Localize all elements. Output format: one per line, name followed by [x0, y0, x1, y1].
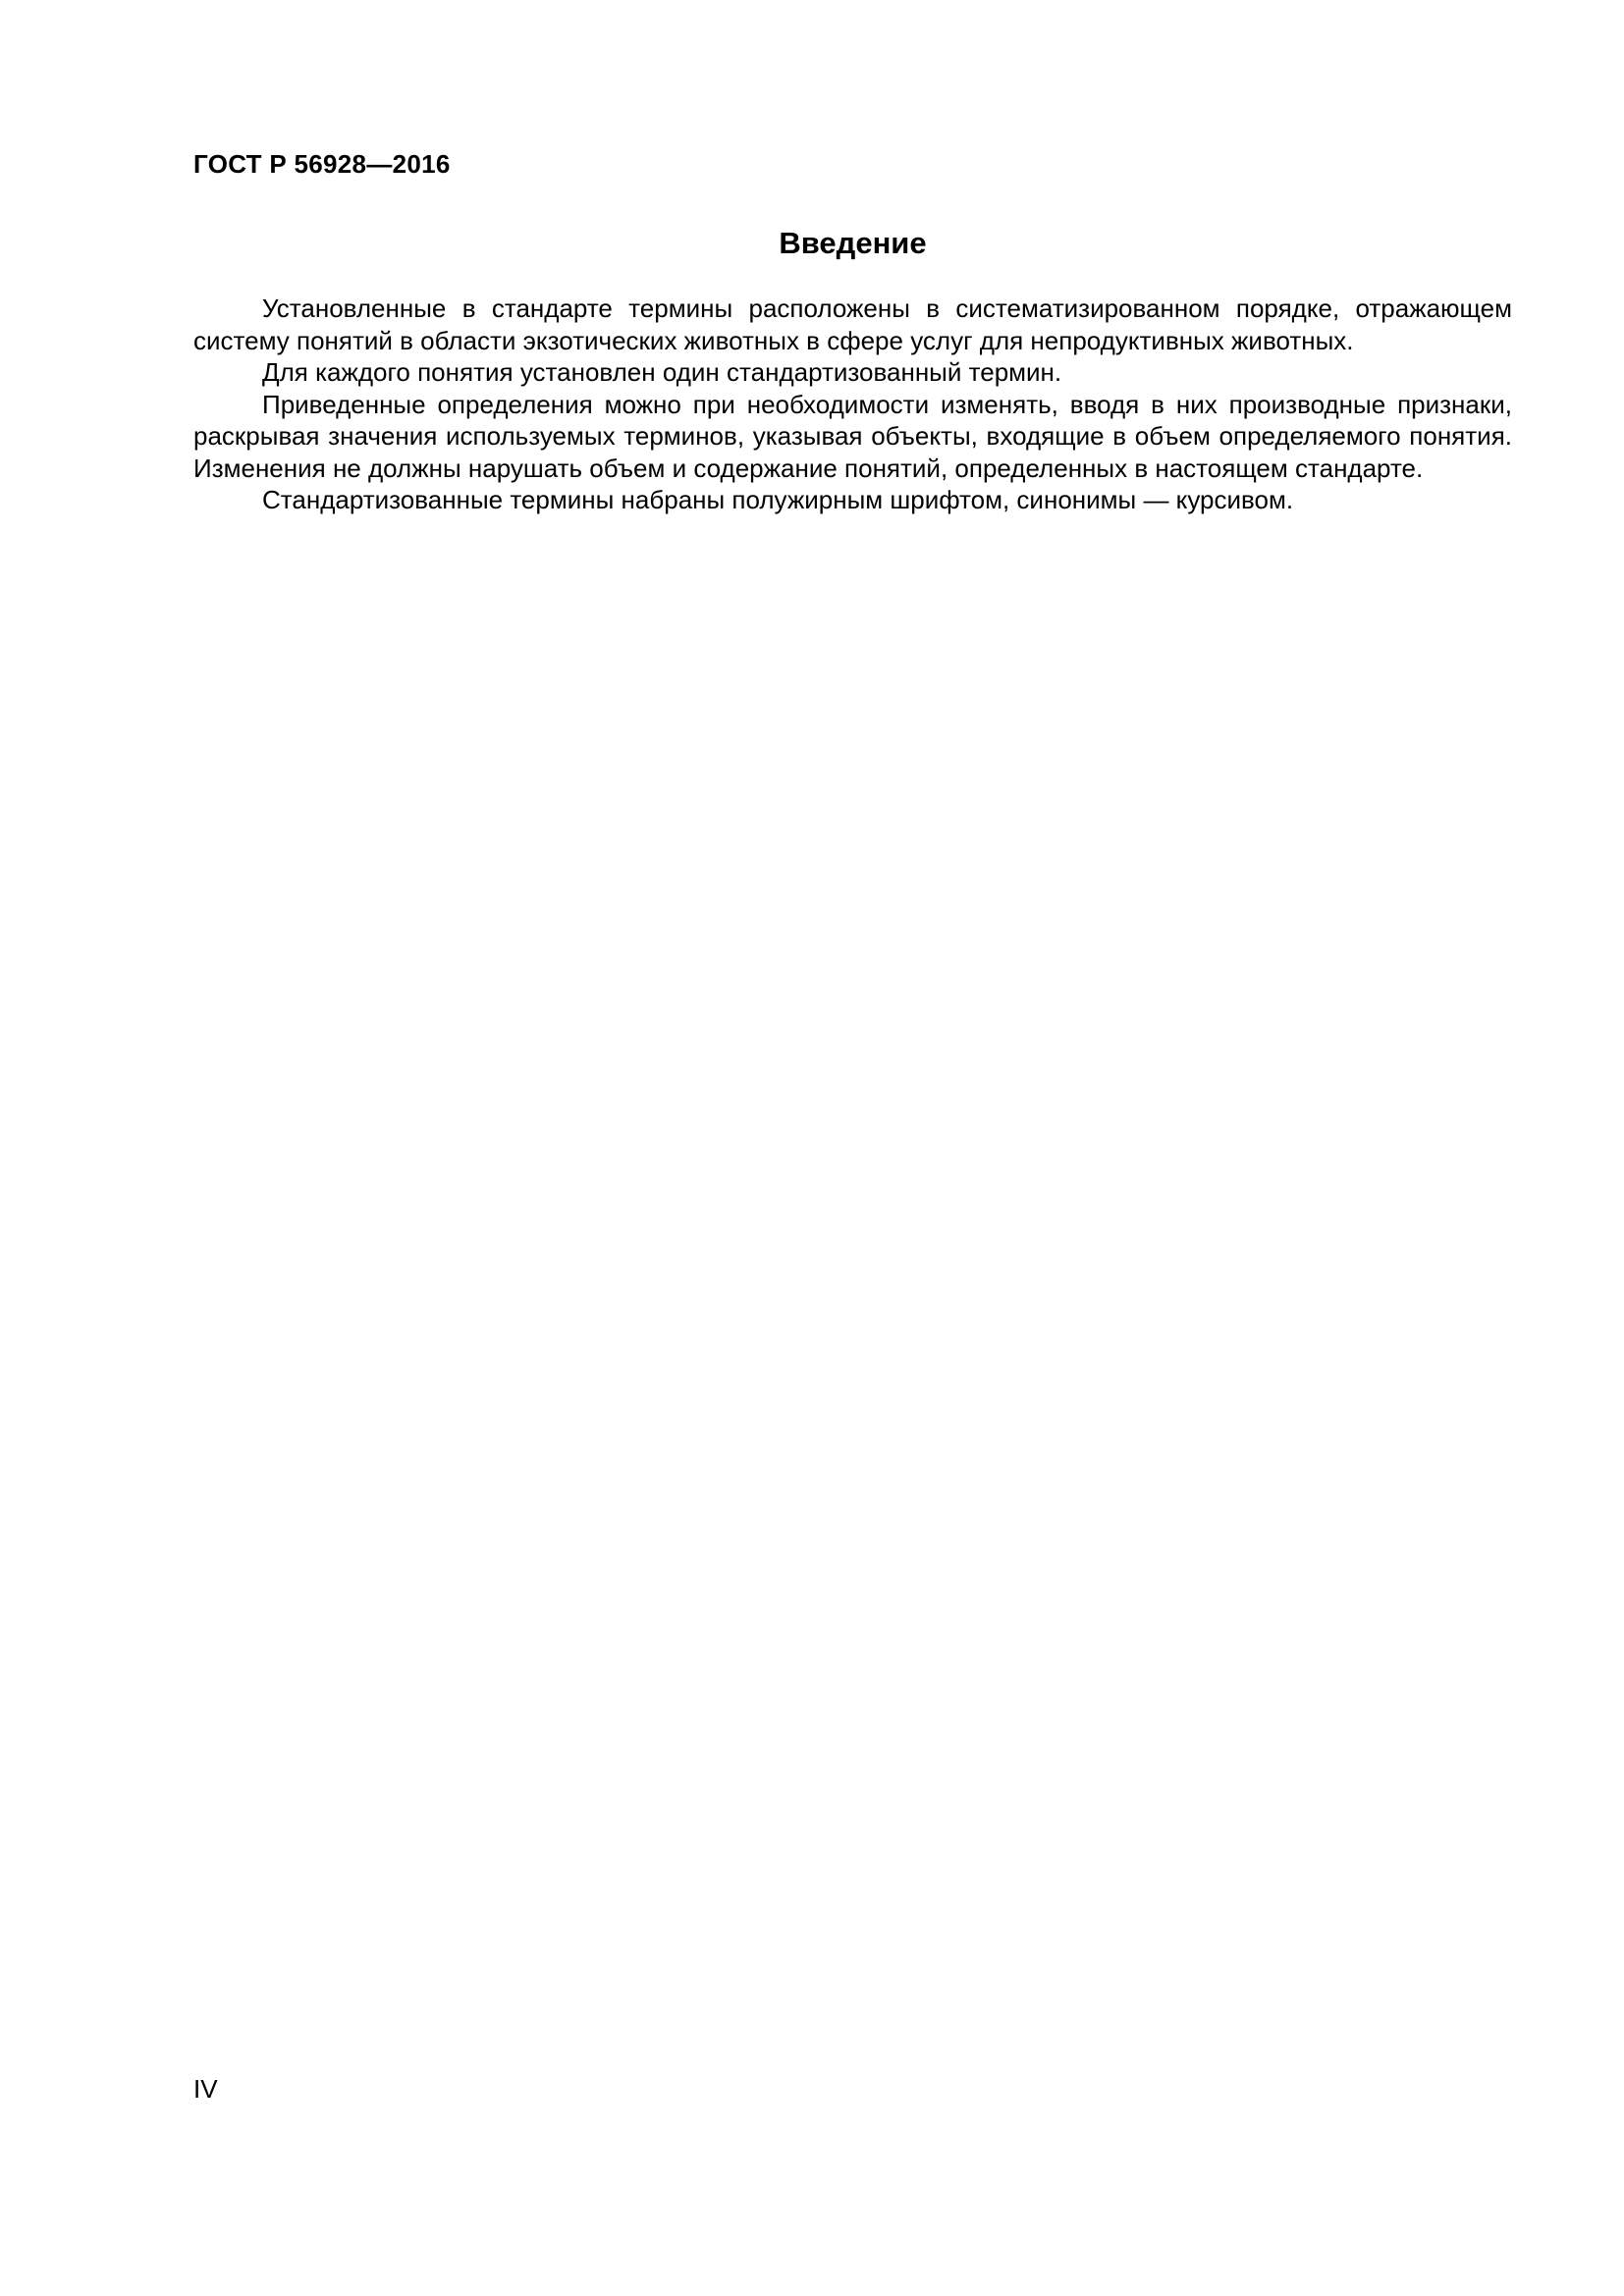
- paragraph-typography: Стандартизованные термины набраны полужирным шрифтом, синонимы — курсивом.: [262, 485, 1294, 514]
- body-text: [193, 293, 1512, 516]
- paragraph-one-term: Для каждого понятия установлен один стандартизованный термин.: [262, 357, 1062, 387]
- paragraph-term-arrangement: Установленные в стандарте термины расположены в систематизированном порядке, отражающем систему понятий в области экзотических животных в сфере услуг для непродуктивных животных.: [193, 294, 1512, 355]
- section-title: Введение: [779, 226, 927, 260]
- paragraph-definitions: Приведенные определения можно при необходимости изменять, вводя в них производные признаки, раскрывая значения используемых терминов, указывая объекты, входящие в объем определяемого понятия. Изменения не должны нарушать объем и содержание понятий, определенных в настоящем стандарте.: [193, 389, 1512, 483]
- page-number: IV: [193, 2074, 218, 2104]
- document-code: ГОСТ Р 56928—2016: [193, 149, 451, 179]
